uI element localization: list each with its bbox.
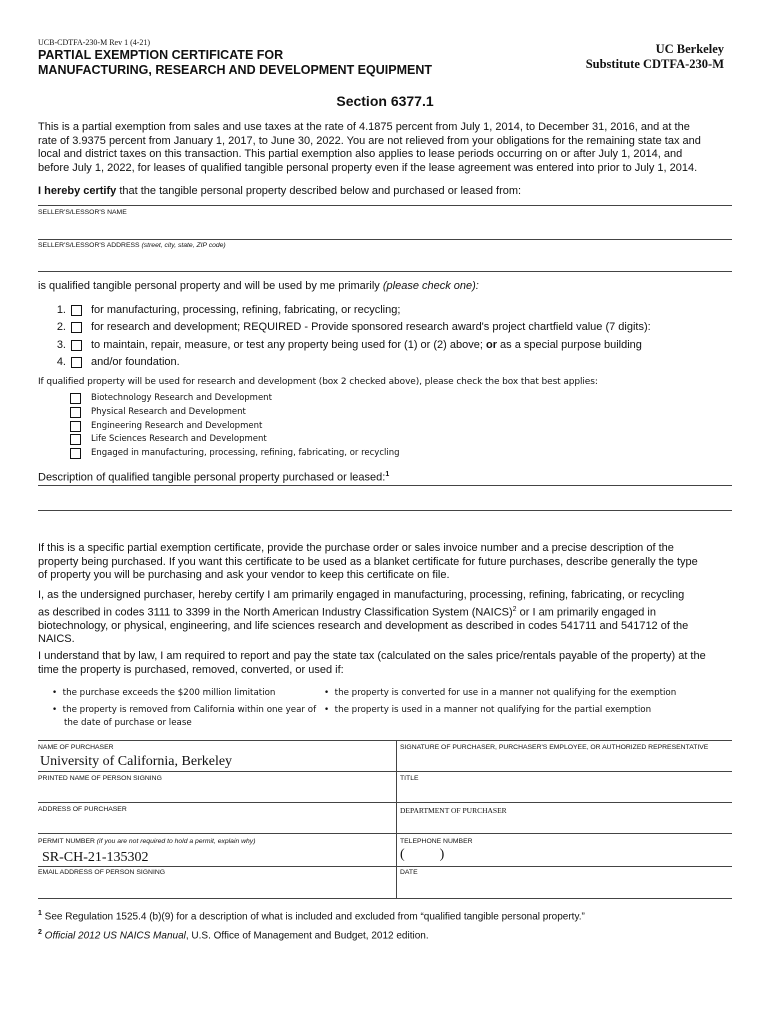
option-text: for research and development; REQUIRED - Provide sponsored research award's project chartfield value (7 digits):	[91, 321, 651, 333]
certify-statement	[38, 185, 732, 199]
rd-checkbox-biotech[interactable]	[70, 393, 81, 404]
footnote-mark: 1	[38, 910, 42, 917]
rd-lead: If qualified property will be used for research and development (box 2 checked above), please check the box that best applies:	[38, 377, 598, 387]
purchaser-name-label: NAME OF PURCHASER	[38, 744, 114, 751]
rd-option-label: Physical Research and Development	[91, 407, 246, 417]
option-1-checkbox[interactable]	[71, 305, 82, 316]
signature-label: SIGNATURE OF PURCHASER, PURCHASER'S EMPLOYEE, OR AUTHORIZED REPRESENTATIVE	[400, 744, 709, 751]
purchaser-certification-paragraph	[38, 589, 732, 647]
rd-checkbox-manufacturing[interactable]	[70, 448, 81, 459]
footnote-italic: Official 2012 US NAICS Manual	[41, 930, 186, 942]
paragraph-line: property being purchased. If you want this certificate to be used as a blanket certificate for future purchases, describe generally the type	[38, 555, 698, 568]
org-form-id: Substitute CDTFA-230-M	[585, 57, 724, 71]
rd-checkbox-physical[interactable]	[70, 407, 81, 418]
paragraph-line: I, as the undersigned purchaser, hereby certify I am primarily engaged in manufacturing, processing, refining, fabricating, or recycling	[38, 589, 685, 601]
option-number: 4.	[56, 356, 66, 368]
email-label: EMAIL ADDRESS OF PERSON SIGNING	[38, 869, 166, 876]
option-text: for manufacturing, processing, refining, fabricating, or recycling;	[91, 304, 401, 316]
footnote-mark: 2	[38, 929, 42, 936]
paragraph-line: NAICS.	[38, 633, 75, 646]
description-field[interactable]	[38, 510, 732, 511]
grid-border	[38, 866, 732, 867]
permit-number-field[interactable]: SR-CH-21-135302	[42, 850, 149, 865]
option-3-text: to maintain, repair, measure, or test any property being used for (1) or (2) above;	[91, 339, 486, 351]
date-label: DATE	[400, 869, 418, 876]
use-option-3	[52, 339, 642, 353]
grid-divider	[396, 740, 397, 898]
section-heading: Section 6377.1	[336, 93, 434, 109]
date-field[interactable]	[400, 878, 730, 896]
seller-name-field[interactable]	[38, 239, 732, 240]
option-number: 1.	[56, 304, 66, 316]
title-field[interactable]	[400, 783, 730, 801]
paragraph-line: of property you will be purchasing and ask your vendor to keep this certificate on file.	[38, 569, 450, 581]
grid-border	[38, 898, 732, 899]
purchaser-address-field[interactable]	[38, 814, 393, 832]
paragraph-line: biotechnology, or physical, engineering, and life sciences research and development as described in codes 541711 and 541712 of the	[38, 619, 689, 632]
option-number: 3.	[56, 339, 66, 351]
option-number: 2.	[56, 321, 66, 333]
bullet-item: • the property is removed from California within one year of the date of purchase or lease	[52, 705, 317, 728]
description-label-text: Description of qualified tangible personal property purchased or leased:	[38, 471, 386, 484]
title-label: TITLE	[400, 775, 419, 782]
rd-checkbox-life-sciences[interactable]	[70, 434, 81, 445]
certify-bold: I hereby certify	[38, 185, 117, 197]
use-option-4	[52, 356, 180, 370]
footnote-ref: 2	[512, 605, 517, 613]
purchaser-name-field[interactable]: University of California, Berkeley	[40, 754, 233, 769]
intro-paragraph	[38, 121, 732, 175]
description-label	[38, 468, 732, 485]
use-lead	[38, 280, 732, 294]
divider	[38, 205, 732, 206]
option-3-checkbox[interactable]	[71, 340, 82, 351]
form-title-line1: PARTIAL EXEMPTION CERTIFICATE FOR	[38, 48, 284, 62]
org-name: UC Berkeley	[655, 42, 724, 56]
permit-hint: (if you are not required to hold a permit, explain why)	[96, 838, 256, 845]
department-label: DEPARTMENT OF PURCHASER	[400, 806, 507, 815]
paragraph-text: as described in codes 3111 to 3399 in the North American Industry Classification System (NAICS)	[38, 606, 513, 619]
signature-field[interactable]	[400, 752, 730, 770]
telephone-label: TELEPHONE NUMBER	[400, 838, 473, 845]
use-option-1	[52, 304, 401, 318]
permit-label-text: PERMIT NUMBER	[38, 838, 95, 845]
specific-certificate-paragraph	[38, 542, 732, 583]
seller-name-label: SELLER'S/LESSOR'S NAME	[38, 209, 127, 216]
certify-text: that the tangible personal property described below and purchased or leased from:	[116, 185, 522, 197]
paragraph-line: I understand that by law, I am required to report and pay the state tax (calculated on the sales price/rentals payable of the property) at the	[38, 650, 706, 662]
printed-name-field[interactable]	[38, 783, 393, 801]
grid-border	[38, 802, 732, 803]
form-code: UCB-CDTFA-230-M Rev 1 (4-21)	[38, 38, 151, 47]
form-title	[38, 48, 432, 78]
rd-option-label: Biotechnology Research and Development	[91, 393, 272, 403]
intro-line: rate of 3.9375 percent from January 1, 2017, to June 30, 2022. You are not relieved from your obligations for the remaining state tax and	[38, 134, 701, 147]
purchaser-address-label: ADDRESS OF PURCHASER	[38, 806, 127, 813]
department-field[interactable]	[400, 814, 730, 832]
bullet-text: the property is removed from California within one year of the date of purchase or lease	[62, 705, 317, 728]
paragraph-line	[38, 603, 732, 620]
org-block	[586, 42, 724, 72]
option-text: and/or foundation.	[91, 356, 180, 368]
printed-name-label: PRINTED NAME OF PERSON SIGNING	[38, 775, 162, 782]
form-title-line2: MANUFACTURING, RESEARCH AND DEVELOPMENT EQUIPMENT	[38, 63, 432, 77]
grid-border	[38, 833, 732, 834]
email-field[interactable]	[38, 878, 393, 896]
use-lead-italic: (please check one):	[382, 280, 479, 292]
rd-option-label: Engaged in manufacturing, processing, refining, fabricating, or recycling	[91, 448, 400, 458]
description-field[interactable]	[38, 485, 732, 486]
option-3-bold: or	[485, 339, 497, 351]
footnote-2	[38, 929, 429, 941]
paragraph-line: time the property is purchased, removed, converted, or used if:	[38, 663, 344, 676]
bullet-item: • the property is converted for use in a manner not qualifying for the exemption	[324, 688, 677, 698]
intro-line: This is a partial exemption from sales and use taxes at the rate of 4.1875 percent from July 1, 2014, to December 31, 2016, and at the	[38, 121, 690, 133]
intro-line: before July 1, 2022, for leases of qualified tangible personal property even if the lease agreement was entered into prior to July 1, 2014.	[38, 161, 698, 174]
seller-address-label	[38, 242, 226, 249]
rd-option-label: Engineering Research and Development	[91, 421, 263, 431]
bullet-text: the purchase exceeds the $200 million limitation	[62, 688, 276, 698]
option-4-checkbox[interactable]	[71, 357, 82, 368]
option-3-text2: as a special purpose building	[496, 339, 642, 351]
paragraph-line: If this is a specific partial exemption certificate, provide the purchase order or sales invoice number and a precise description of the	[38, 542, 674, 554]
seller-address-label-text: SELLER'S/LESSOR'S ADDRESS	[38, 242, 140, 249]
intro-line: local and district taxes on this transaction. This partial exemption also applies to lease periods occurring on or after July 1, 2014, and	[38, 148, 683, 160]
footnote-text: , U.S. Office of Management and Budget, 2012 edition.	[185, 930, 429, 942]
rd-option-label: Life Sciences Research and Development	[91, 434, 267, 444]
paragraph-text: or I am primarily engaged in	[516, 606, 656, 619]
tax-obligation-paragraph	[38, 650, 732, 677]
rd-checkbox-engineering[interactable]	[70, 421, 81, 432]
seller-address-hint: (street, city, state, ZIP code)	[141, 242, 226, 249]
bullet-text: the property is used in a manner not qualifying for the partial exemption	[334, 705, 652, 715]
grid-border	[38, 740, 732, 741]
telephone-field[interactable]: ( )	[400, 847, 445, 862]
footnote-ref: 1	[385, 471, 390, 478]
option-2-checkbox[interactable]	[71, 322, 82, 333]
permit-label	[38, 838, 255, 845]
footnote-text: See Regulation 1525.4 (b)(9) for a description of what is included and excluded from “qualified tangible personal property.”	[41, 911, 585, 923]
bullet-text: the property is converted for use in a manner not qualifying for the exemption	[334, 688, 677, 698]
bullet-item: • the purchase exceeds the $200 million limitation	[52, 688, 276, 698]
footnote-1	[38, 910, 585, 922]
use-lead-text: is qualified tangible personal property and will be used by me primarily	[38, 280, 383, 292]
bullet-item: • the property is used in a manner not qualifying for the partial exemption	[324, 705, 652, 715]
seller-address-field[interactable]	[38, 271, 732, 272]
grid-border	[38, 771, 732, 772]
option-text	[91, 339, 642, 351]
use-option-2	[52, 321, 651, 335]
